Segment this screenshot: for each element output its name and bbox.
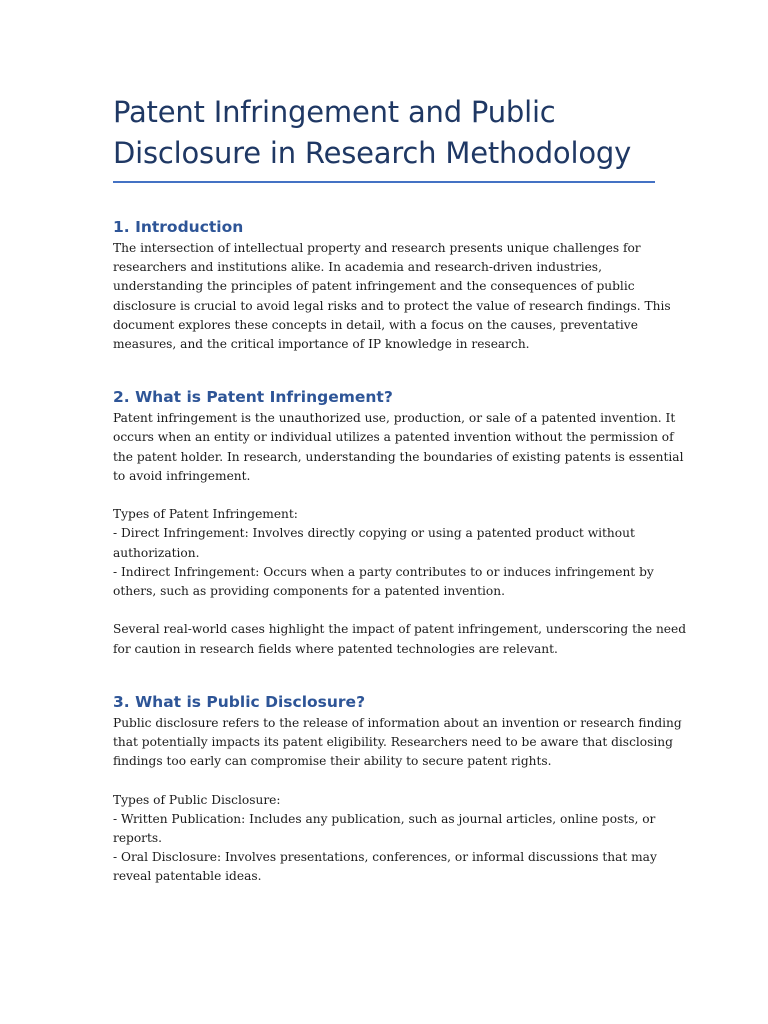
paragraph [113,505,655,601]
paragraph-line: document explores these concepts in detail, with a focus on the causes, preventative [113,317,638,332]
title-line-2: Disclosure in Research Methodology [113,136,632,170]
paragraph-line: occurs when an entity or individual utilizes a patented invention without the permission of [113,430,674,445]
paragraph-line: Patent infringement is the unauthorized use, production, or sale of a patented invention. It [113,411,676,426]
paragraph-line: researchers and institutions alike. In academia and research-driven industries, [113,260,602,275]
paragraph-line: - Indirect Infringement: Occurs when a party contributes to or induces infringement by [113,564,654,579]
paragraph-line: Types of Patent Infringement: [113,507,298,522]
section-heading: 2. What is Patent Infringement? [113,388,393,407]
paragraph-line: Several real-world cases highlight the impact of patent infringement, underscoring the need [113,622,687,637]
document-body [113,216,687,887]
paragraph [113,620,687,658]
paragraph-line: that potentially impacts its patent eligibility. Researchers need to be aware that disclosing [113,735,673,750]
paragraph-line: disclosure is crucial to avoid legal risks and to protect the value of research findings. This [113,298,671,313]
paragraph [113,791,655,887]
paragraph-spacer [113,601,655,620]
paragraph-spacer [113,771,655,790]
paragraph-line: the patent holder. In research, understanding the boundaries of existing patents is essential [113,449,684,464]
paragraph [113,409,684,486]
paragraph-line: authorization. [113,545,200,560]
paragraph-line: The intersection of intellectual property and research presents unique challenges for [113,241,641,255]
paragraph [113,239,671,354]
section-1 [113,216,671,354]
title-line-1: Patent Infringement and Public [113,95,556,129]
paragraph-line: understanding the principles of patent infringement and the consequences of public [113,279,635,294]
paragraph-spacer [113,486,655,505]
paragraph-line: Types of Public Disclosure: [113,792,281,807]
paragraph-line: reports. [113,831,163,846]
paragraph-line: - Oral Disclosure: Involves presentations, conferences, or informal discussions that may [113,850,657,865]
title-divider [113,181,655,183]
paragraph-line: - Direct Infringement: Involves directly copying or using a patented product without [113,526,635,541]
paragraph-line: to avoid infringement. [113,468,251,483]
paragraph-line: for caution in research fields where patented technologies are relevant. [113,641,558,656]
paragraph-line: reveal patentable ideas. [113,869,262,884]
paragraph-line: findings too early can compromise their ability to secure patent rights. [113,754,552,769]
paragraph-line: - Written Publication: Includes any publication, such as journal articles, online posts, or [113,811,656,826]
paragraph-line: others, such as providing components for a patented invention. [113,584,505,599]
paragraph-line: measures, and the critical importance of IP knowledge in research. [113,337,530,352]
document-title [113,92,655,174]
section-heading: 3. What is Public Disclosure? [113,692,366,711]
section-2 [113,386,687,659]
document-page [113,92,687,887]
paragraph-line: Public disclosure refers to the release of information about an invention or research finding [113,715,682,730]
paragraph [113,714,682,772]
section-3 [113,691,682,887]
section-heading: 1. Introduction [113,218,244,236]
